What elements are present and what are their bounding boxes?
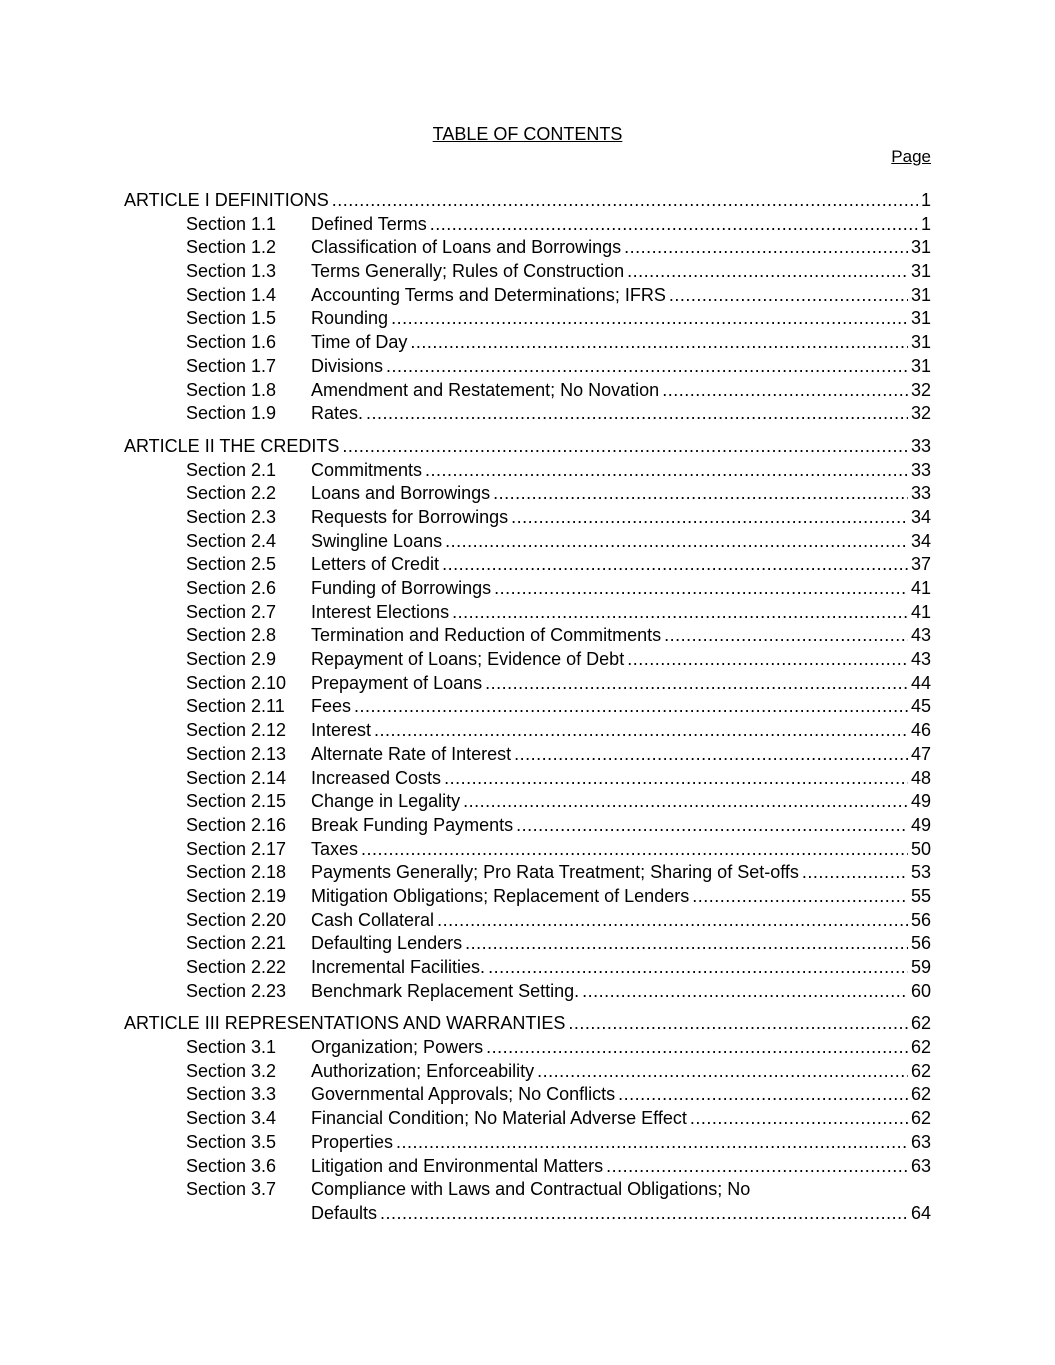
dot-leader: [493, 482, 908, 506]
section-title: Authorization; Enforceability: [311, 1060, 535, 1081]
page-number: 49: [910, 791, 931, 812]
section-title: Alternate Rate of Interest: [311, 743, 512, 764]
page-number: 63: [910, 1155, 931, 1176]
page-number: 62: [910, 1037, 931, 1058]
section-title: Increased Costs: [311, 767, 442, 788]
dot-leader: [627, 260, 908, 284]
section-number: Section 1.1: [186, 213, 277, 234]
section-title: Terms Generally; Rules of Construction: [311, 261, 625, 282]
dot-leader: [662, 379, 908, 403]
section-number: Section 2.5: [186, 554, 277, 575]
section-number: Section 2.18: [186, 862, 287, 883]
toc-section-row[interactable]: [124, 695, 931, 719]
dot-leader: [374, 719, 908, 743]
page-number: 62: [910, 1060, 931, 1081]
toc-section-row[interactable]: [124, 1036, 931, 1060]
section-number: Section 2.14: [186, 767, 287, 788]
page-number: 59: [910, 957, 931, 977]
article-title: ARTICLE III REPRESENTATIONS AND WARRANTIES: [124, 1013, 566, 1034]
dot-leader: [444, 767, 908, 791]
toc-section-row[interactable]: [124, 838, 931, 862]
section-number: Section 2.11: [186, 696, 285, 717]
toc-section-row-continued[interactable]: [124, 1202, 931, 1226]
dot-leader: [386, 355, 908, 379]
page-number: 48: [910, 767, 931, 788]
toc-section-row[interactable]: [124, 402, 931, 426]
section-number: Section 1.6: [186, 332, 277, 353]
toc-section-row[interactable]: [124, 577, 931, 601]
dot-leader: [452, 601, 908, 625]
section-title: Rates.: [311, 403, 364, 424]
toc-section-row[interactable]: [124, 814, 931, 838]
toc-section-row[interactable]: [124, 719, 931, 743]
section-title-continued: Defaults: [311, 1202, 378, 1223]
section-title: Funding of Borrowings: [311, 578, 492, 598]
page-number: 1: [920, 213, 931, 234]
page-number: 43: [910, 625, 931, 646]
section-number: Section 2.17: [186, 838, 287, 859]
section-title: Classification of Loans and Borrowings: [311, 237, 622, 258]
page-number: 45: [910, 696, 931, 717]
section-title: Interest: [311, 720, 372, 741]
dot-leader: [690, 1107, 908, 1131]
toc-section-row[interactable]: [124, 459, 931, 483]
toc-article-row[interactable]: [124, 435, 931, 459]
section-title: Benchmark Replacement Setting.: [311, 980, 580, 1001]
dot-leader: [669, 284, 908, 308]
section-number: Section 2.1: [186, 459, 277, 480]
dot-leader: [342, 435, 908, 459]
toc-section-row[interactable]: [124, 307, 931, 331]
toc-section-row[interactable]: [124, 956, 931, 980]
section-number: Section 2.9: [186, 649, 277, 670]
section-title: Litigation and Environmental Matters: [311, 1155, 604, 1176]
section-title: Incremental Facilities.: [311, 957, 486, 977]
toc-section-row[interactable]: [124, 379, 931, 403]
section-number: Section 2.22: [186, 957, 287, 977]
toc-section-row[interactable]: [124, 1083, 931, 1107]
section-number: Section 2.12: [186, 720, 287, 741]
article-title: ARTICLE II THE CREDITS: [124, 435, 340, 456]
section-title: Financial Condition; No Material Adverse Effect: [311, 1108, 687, 1129]
dot-leader: [511, 506, 908, 530]
section-title: Fees: [311, 696, 352, 717]
dot-leader: [537, 1060, 908, 1084]
page-number: 49: [910, 814, 931, 835]
section-number: Section 1.2: [186, 237, 277, 258]
toc-section-row[interactable]: [124, 1178, 931, 1202]
section-number: Section 2.20: [186, 909, 287, 930]
page-number: 31: [910, 308, 931, 329]
page-number: 31: [910, 237, 931, 258]
section-number: Section 3.5: [186, 1131, 277, 1152]
section-number: Section 3.3: [186, 1084, 277, 1105]
page-number: 31: [910, 261, 931, 282]
section-number: Section 3.7: [186, 1179, 277, 1200]
toc-section-row[interactable]: [124, 530, 931, 554]
toc-section-row[interactable]: [124, 355, 931, 379]
section-title: Swingline Loans: [311, 530, 443, 551]
section-number: Section 2.2: [186, 483, 277, 504]
section-number: Section 1.8: [186, 379, 277, 400]
section-title: Letters of Credit: [311, 554, 440, 575]
section-title: Cash Collateral: [311, 909, 435, 930]
page-number: 62: [910, 1013, 931, 1034]
section-title: Taxes: [311, 838, 359, 859]
dot-leader: [618, 1083, 908, 1107]
page-number: 43: [910, 649, 931, 670]
dot-leader: [465, 932, 908, 956]
section-title: Divisions: [311, 355, 384, 376]
section-title: Amendment and Restatement; No Novation: [311, 379, 660, 400]
dot-leader: [486, 1036, 908, 1060]
section-number: Section 1.5: [186, 308, 277, 329]
toc-section-row[interactable]: [124, 767, 931, 791]
section-number: Section 1.4: [186, 284, 277, 305]
section-number: Section 2.7: [186, 601, 277, 622]
section-number: Section 1.9: [186, 403, 277, 424]
page-number: 33: [910, 459, 931, 480]
toc-section-row[interactable]: [124, 331, 931, 355]
page-column-label: Page: [891, 147, 931, 166]
dot-leader: [442, 553, 908, 577]
dot-leader: [425, 459, 908, 483]
section-number: Section 2.10: [186, 672, 287, 693]
dot-leader: [366, 402, 908, 426]
section-number: Section 2.6: [186, 578, 277, 598]
section-title: Break Funding Payments: [311, 814, 514, 835]
section-title: Rounding: [311, 308, 389, 329]
toc-article-row[interactable]: [124, 189, 931, 213]
dot-leader: [391, 307, 908, 331]
dot-leader: [437, 909, 908, 933]
toc-section-row[interactable]: [124, 553, 931, 577]
page-number: 62: [910, 1084, 931, 1105]
page-number: 64: [910, 1202, 931, 1223]
dot-leader: [582, 980, 908, 1004]
toc-title: TABLE OF CONTENTS: [432, 124, 623, 144]
dot-leader: [514, 743, 908, 767]
section-number: Section 1.7: [186, 355, 277, 376]
section-number: Section 3.4: [186, 1108, 277, 1129]
dot-leader: [606, 1155, 908, 1179]
page-number: 44: [910, 672, 931, 693]
dot-leader: [624, 236, 908, 260]
page-number: 31: [910, 332, 931, 353]
section-title: Interest Elections: [311, 601, 450, 622]
page-number: 41: [910, 601, 931, 622]
toc-section-row[interactable]: [124, 648, 931, 672]
section-number: Section 2.23: [186, 980, 287, 1001]
page-number: 37: [910, 554, 931, 575]
page-number: 47: [910, 743, 931, 764]
dot-leader: [396, 1131, 908, 1155]
toc-section-row[interactable]: [124, 932, 931, 956]
section-number: Section 2.13: [186, 743, 287, 764]
dot-leader: [627, 648, 908, 672]
section-title: Time of Day: [311, 332, 408, 353]
page-number: 33: [910, 483, 931, 504]
page-number: 32: [910, 379, 931, 400]
toc-section-row[interactable]: [124, 1131, 931, 1155]
dot-leader: [568, 1012, 908, 1036]
section-title: Organization; Powers: [311, 1037, 484, 1058]
section-title: Repayment of Loans; Evidence of Debt: [311, 649, 625, 670]
dot-leader: [692, 885, 908, 909]
section-title: Mitigation Obligations; Replacement of Lenders: [311, 885, 690, 906]
section-number: Section 2.21: [186, 933, 287, 954]
section-title: Loans and Borrowings: [311, 483, 491, 504]
section-title: Defined Terms: [311, 213, 427, 234]
dot-leader: [664, 624, 908, 648]
section-title: Commitments: [311, 459, 423, 480]
page-number: 50: [910, 838, 931, 859]
dot-leader: [463, 790, 908, 814]
dot-leader: [516, 814, 908, 838]
toc-section-row[interactable]: [124, 601, 931, 625]
section-number: Section 2.3: [186, 506, 277, 527]
page-number: 31: [910, 355, 931, 376]
toc-section-row[interactable]: [124, 260, 931, 284]
toc-section-row[interactable]: [124, 482, 931, 506]
toc-section-row[interactable]: [124, 790, 931, 814]
dot-leader: [354, 695, 908, 719]
toc-section-row[interactable]: [124, 980, 931, 1004]
toc-section-row[interactable]: [124, 213, 931, 237]
section-title: Compliance with Laws and Contractual Obligations; No: [311, 1179, 751, 1200]
page-number: 60: [910, 980, 931, 1001]
page-number: 31: [910, 284, 931, 305]
toc-section-row[interactable]: [124, 672, 931, 696]
toc-section-row[interactable]: [124, 506, 931, 530]
toc-section-row[interactable]: [124, 1155, 931, 1179]
dot-leader: [380, 1202, 908, 1226]
section-number: Section 2.8: [186, 625, 277, 646]
toc-list: [124, 189, 931, 1226]
page-number: 33: [910, 435, 931, 456]
toc-section-row[interactable]: [124, 861, 931, 885]
toc-section-row[interactable]: [124, 236, 931, 260]
toc-section-row[interactable]: [124, 284, 931, 308]
page-number: 1: [920, 190, 931, 210]
section-title: Properties: [311, 1131, 394, 1152]
dot-leader: [488, 956, 908, 980]
page-number: 56: [910, 933, 931, 954]
section-number: Section 2.4: [186, 530, 277, 551]
section-number: Section 2.19: [186, 885, 287, 906]
page-number: 55: [910, 885, 931, 906]
section-number: Section 2.16: [186, 814, 287, 835]
dot-leader: [430, 213, 918, 237]
toc-article-row[interactable]: [124, 1012, 931, 1036]
section-title: Change in Legality: [311, 791, 461, 812]
toc-section-row[interactable]: [124, 909, 931, 933]
page-number: 46: [910, 720, 931, 741]
dot-leader: [332, 189, 918, 213]
toc-section-row[interactable]: [124, 1060, 931, 1084]
section-title: Prepayment of Loans: [311, 672, 483, 693]
page-number: 41: [910, 578, 931, 598]
dot-leader: [361, 838, 908, 862]
section-title: Accounting Terms and Determinations; IFRS: [311, 284, 666, 305]
section-number: Section 3.2: [186, 1060, 277, 1081]
section-title: Defaulting Lenders: [311, 933, 463, 954]
section-title: Requests for Borrowings: [311, 506, 509, 527]
page-number: 62: [910, 1108, 931, 1129]
section-number: Section 3.1: [186, 1037, 277, 1058]
toc-section-row[interactable]: [124, 743, 931, 767]
dot-leader: [485, 672, 908, 696]
page-number: 34: [910, 530, 931, 551]
toc-section-row[interactable]: [124, 624, 931, 648]
section-title: Governmental Approvals; No Conflicts: [311, 1084, 616, 1105]
toc-section-row[interactable]: [124, 885, 931, 909]
section-number: Section 2.15: [186, 791, 287, 812]
dot-leader: [445, 530, 908, 554]
page-number: 34: [910, 506, 931, 527]
page-number: 32: [910, 403, 931, 424]
page-number: 63: [910, 1131, 931, 1152]
page-number: 53: [910, 862, 931, 883]
section-number: Section 1.3: [186, 261, 277, 282]
dot-leader: [494, 577, 908, 601]
dot-leader: [802, 861, 908, 885]
dot-leader: [410, 331, 908, 355]
toc-section-row[interactable]: [124, 1107, 931, 1131]
section-title: Termination and Reduction of Commitments: [311, 625, 662, 646]
page-number: 56: [910, 909, 931, 930]
section-title: Payments Generally; Pro Rata Treatment; Sharing of Set-offs: [311, 862, 799, 883]
article-title: ARTICLE I DEFINITIONS: [124, 190, 329, 210]
section-number: Section 3.6: [186, 1155, 277, 1176]
